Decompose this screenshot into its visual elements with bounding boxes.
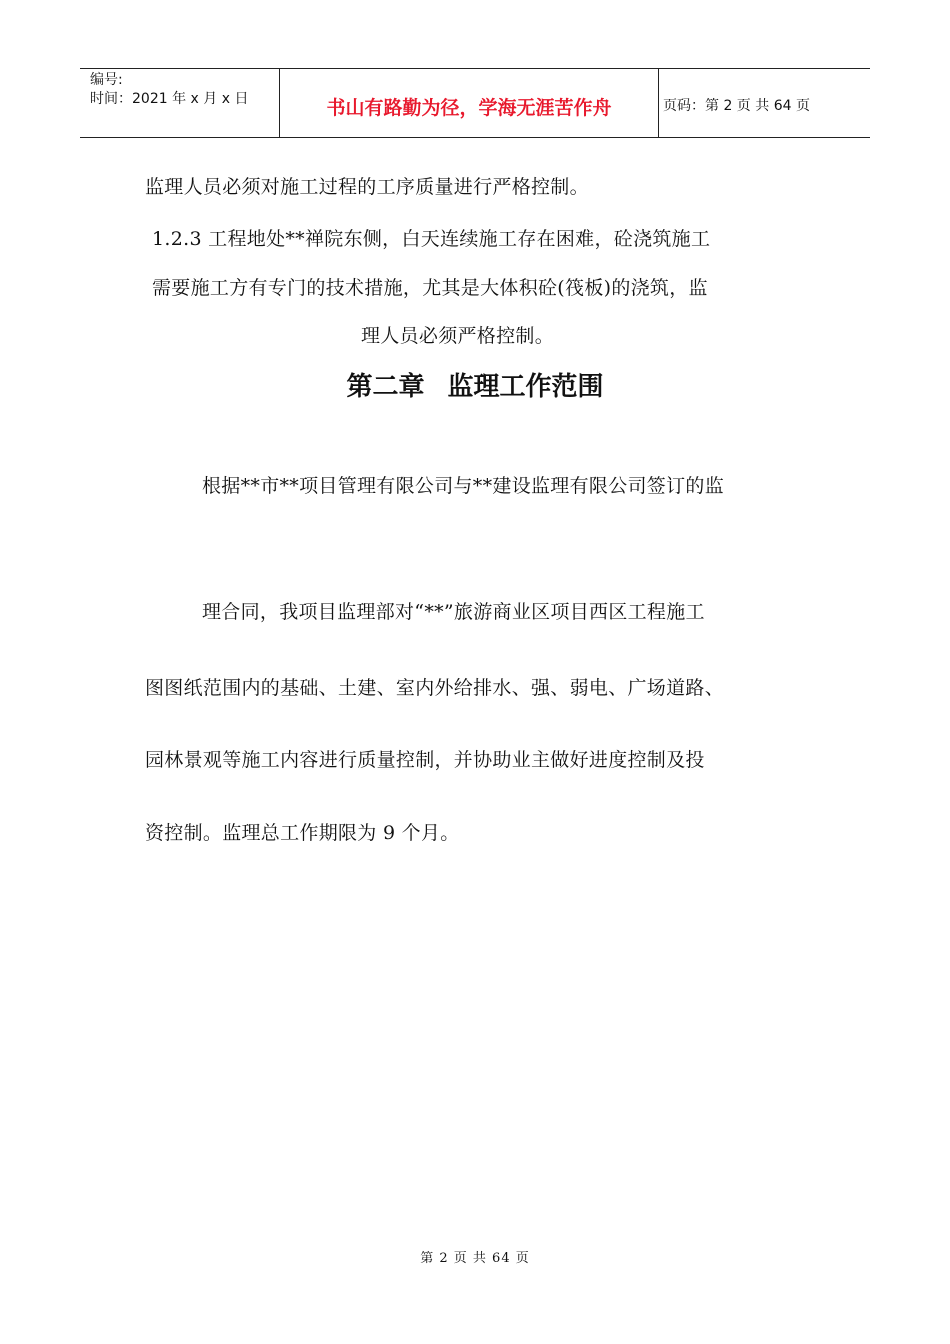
- paragraph-line-1: 根据**市**项目管理有限公司与**建设监理有限公司签订的监: [202, 475, 725, 497]
- header-page-info: 页码：第 2 页 共 64 页: [663, 98, 810, 114]
- body-line-1: 监理人员必须对施工过程的工序质量进行严格控制。: [145, 176, 589, 198]
- paragraph-line-5: 资控制。监理总工作期限为 9 个月。: [145, 822, 460, 844]
- number-label: 编号:: [90, 72, 123, 88]
- page-footer: 第 2 页 共 64 页: [420, 1251, 530, 1266]
- paragraph-line-4: 园林景观等施工内容进行质量控制，并协助业主做好进度控制及投: [145, 749, 705, 771]
- header-meta: [80, 69, 280, 137]
- body-line-3: 需要施工方有专门的技术措施，尤其是大体积砼(筏板)的浇筑，监: [152, 277, 708, 299]
- time-label: 时间：2021 年 x 月 x 日: [90, 91, 249, 107]
- paragraph-line-3: 图图纸范围内的基础、土建、室内外给排水、强、弱电、广场道路、: [145, 677, 725, 699]
- paragraph-line-2: 理合同，我项目监理部对“**”旅游商业区项目西区工程施工: [202, 601, 705, 623]
- page-header: [80, 68, 870, 138]
- chapter-title: 第二章 监理工作范围: [346, 372, 604, 402]
- body-line-4: 理人员必须严格控制。: [361, 325, 555, 347]
- body-line-2: 1.2.3 工程地处**禅院东侧，白天连续施工存在困难，砼浇筑施工: [152, 228, 711, 250]
- header-motto: 书山有路勤为径，学海无涯苦作舟: [280, 69, 659, 137]
